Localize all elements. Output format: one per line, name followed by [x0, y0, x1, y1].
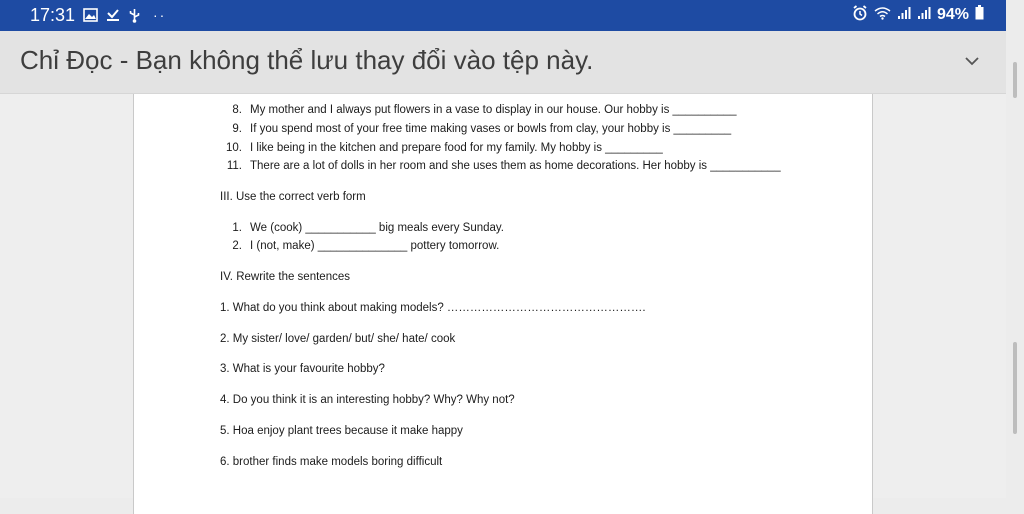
signal-icon [917, 6, 931, 25]
status-edge [1006, 0, 1024, 31]
list-item: 9. If you spend most of your free time making vases or bowls from clay, your hobby is _________ [232, 123, 732, 135]
readonly-message: Chỉ Đọc - Bạn không thể lưu thay đổi vào tệp này. [20, 45, 594, 75]
section-title: IV. Rewrite the sentences [220, 271, 350, 283]
rewrite-item: 2. My sister/ love/ garden/ but/ she/ hate/ cook [220, 333, 456, 345]
readonly-banner [0, 31, 1006, 94]
battery-percent: 94% [936, 6, 969, 23]
list-item: 1. We (cook) ___________ big meals every Sunday. [232, 222, 505, 234]
notification-icons [83, 5, 166, 25]
wifi-icon [874, 6, 891, 25]
usb-icon [128, 8, 141, 23]
download-check-icon [106, 8, 120, 22]
rewrite-item: 6. brother finds make models boring difficult [220, 456, 443, 468]
section-title: III. Use the correct verb form [220, 191, 366, 203]
scrollbar-thumb[interactable] [1013, 62, 1017, 98]
chevron-down-icon[interactable] [962, 51, 982, 71]
rewrite-item: 3. What is your favourite hobby? [220, 363, 385, 375]
list-item: 2. I (not, make) ______________ pottery tomorrow. [232, 240, 500, 252]
list-item: 10. I like being in the kitchen and prepare food for my family. My hobby is _________ [226, 142, 663, 154]
rewrite-item: 5. Hoa enjoy plant trees because it make happy [220, 425, 463, 437]
document-page [133, 94, 873, 514]
rewrite-item: 1. What do you think about making models? ……………………………………………. [220, 302, 646, 314]
signal-icon [897, 6, 911, 25]
more-notifications-dots: ·· [153, 7, 167, 23]
status-time: 17:31 [30, 5, 76, 25]
alarm-icon [852, 5, 868, 26]
battery-icon [975, 5, 984, 25]
list-item: 11. There are a lot of dolls in her room and she uses them as home decorations. Her hobby is ___________ [226, 160, 781, 172]
scrollbar-thumb[interactable] [1013, 342, 1017, 434]
image-icon [83, 8, 98, 22]
status-bar [0, 0, 1024, 31]
system-icons [852, 5, 984, 25]
list-item: 8. My mother and I always put flowers in a vase to display in our house. Our hobby is __________ [232, 104, 737, 116]
rewrite-item: 4. Do you think it is an interesting hobby? Why? Why not? [220, 394, 515, 406]
